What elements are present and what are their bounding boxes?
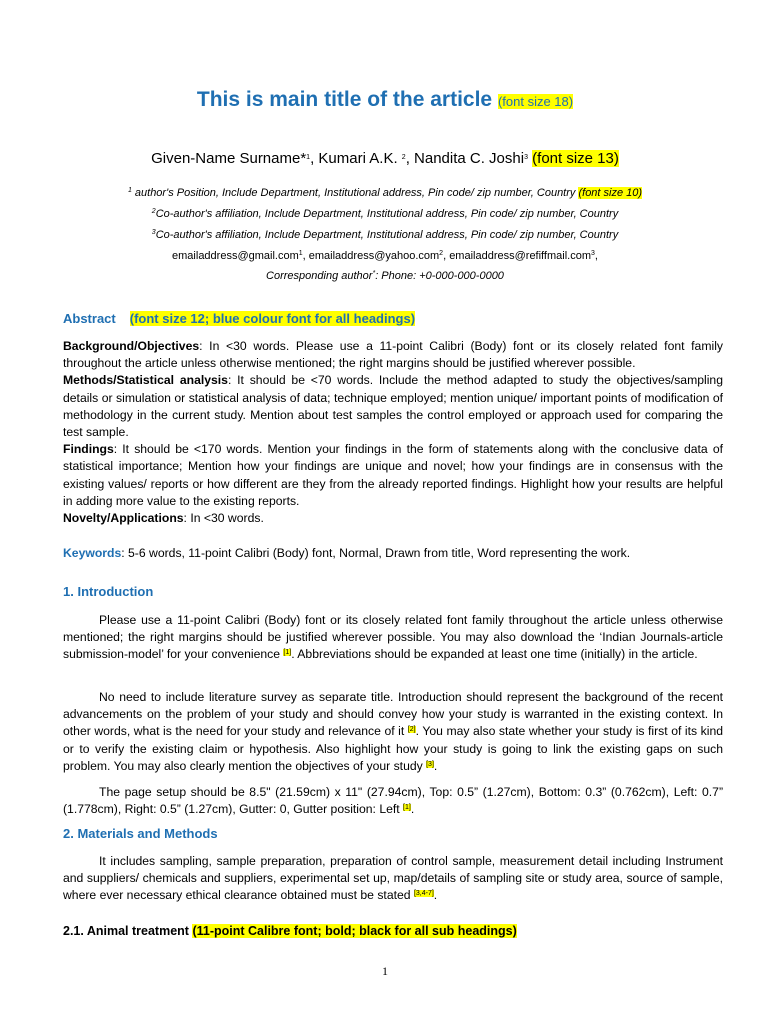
citation-ref: [3] (426, 760, 434, 768)
methods-paragraph-1 (63, 853, 723, 905)
citation-ref: [1] (283, 649, 292, 657)
materials-methods-heading: 2. Materials and Methods (63, 826, 218, 841)
citation-ref: [1] (403, 804, 411, 812)
abstract-heading-label: Abstract (63, 311, 116, 326)
author-3-sup: 3 (524, 154, 528, 161)
author-font-note: (font size 13) (532, 150, 619, 167)
subheading-label: 2.1. Animal treatment (63, 924, 193, 938)
email-1: emailaddress@gmail.com (172, 250, 299, 262)
citation-ref: [3,4-7] (413, 890, 434, 898)
introduction-heading: 1. Introduction (63, 584, 154, 599)
email-2: , emailaddress@yahoo.com (302, 250, 440, 262)
corresponding-sup: * (372, 270, 376, 277)
affiliation-3-sup: 3 (151, 229, 156, 236)
keywords-label: Keywords (63, 546, 122, 560)
methods-p1-text-a: It includes sampling, sample preparation, preparation of control sample, measurement detail including Instrument and suppliers/ chemicals and suppliers, experimental set up, map/details of sampling site or study area, source of sample, where ever necessary ethical clearance obtained must be stated (63, 854, 723, 903)
email-2-sup: 2 (439, 250, 444, 257)
abstract-novelty (63, 510, 723, 527)
email-1-sup: 1 (298, 250, 303, 257)
keywords (63, 545, 723, 562)
author-list (0, 150, 770, 167)
affiliation-1 (0, 187, 770, 199)
abstract-body (63, 338, 723, 527)
affiliation-3 (0, 229, 770, 241)
affiliation-font-note: (font size 10) (578, 187, 643, 199)
affiliation-1-text: author's Position, Include Department, Institutional address, Pin code/ zip number, Country (131, 187, 579, 199)
intro-p3-text-a: The page setup should be 8.5" (21.59cm) x 11" (27.94cm), Top: 0.5” (1.27cm), Bottom: 0.3” (0.762cm), Left: 0.7” (1.778cm), Right: 0.5” (1.27cm), Gutter: 0, Gutter position: Left (63, 785, 723, 817)
title-main: This is main title of the article (196, 88, 493, 111)
intro-p3-text-b: . (410, 802, 415, 817)
novelty-text: : In <30 words. (183, 511, 264, 526)
subheading-note: (11-point Calibre font; bold; black for all sub headings) (192, 924, 517, 938)
author-2-sup: 2 (401, 154, 406, 161)
email-line (0, 250, 770, 262)
abstract-methods (63, 372, 723, 441)
methods-text: : It should be <70 words. Include the method adapted to study the objectives/sampling details or simulation or statistical analysis of data; technique employed; mention unique/ important points of modification of methodology in the current study. Mention about test samples the control employed or approach used for comparing the test sample. (63, 373, 723, 440)
background-text: : In <30 words. Please use a 11-point Calibri (Body) font or its closely related font family throughout the article unless otherwise mentioned; the right margins should be justified wherever possible. (63, 339, 723, 371)
intro-p2-text-a: No need to include literature survey as separate title. Introduction should represent the background of the recent advancements on the problem of your study and should convey how your study is warranted in the existing context. In other words, what is the need for your study and relevance of it (63, 690, 723, 739)
intro-paragraph-3 (63, 784, 723, 818)
intro-p1-text-b: . Abbreviations should be expanded at least one time (initially) in the article. (291, 647, 698, 662)
keywords-text: : 5-6 words, 11-point Calibri (Body) font, Normal, Drawn from title, Word representing the work. (121, 546, 631, 560)
intro-p2-text-b: . You may also state whether your study is first of its kind or to verify the existing claim or hypothesis. Also highlight how your study is going to link the existing gaps on such problem. You may also clearly mention the objectives of your study (63, 724, 723, 773)
corresponding-phone: : Phone: +0-000-000-0000 (375, 270, 504, 282)
citation-ref: [2] (407, 726, 416, 734)
intro-paragraph-2 (63, 689, 723, 775)
methods-label: Methods/Statistical analysis (63, 373, 228, 388)
findings-text: : It should be <170 words. Mention your findings in the form of statements along with the conclusive data of statistical importance; Mention how your findings are unique and novel; how your findings are in consensus with the existing values/ reports or how different are they from the already reported findings. Highlight how your results are helpful in adding more value to the existing reports. (63, 442, 723, 508)
corresponding-author (0, 270, 770, 282)
affiliation-2 (0, 208, 770, 220)
author-1: Given-Name Surname* (151, 150, 307, 167)
abstract-findings (63, 441, 723, 510)
methods-p1-text-b: . (433, 888, 438, 903)
author-3: , Nandita C. Joshi (405, 150, 525, 167)
author-1-sup: 1 (306, 154, 311, 161)
intro-p1-text-a: Please use a 11-point Calibri (Body) font or its closely related font family throughout the article unless otherwise mentioned; the right margins should be justified wherever possible. You may also download the ‘Indian Journals-article submission-model’ for your convenience (63, 613, 723, 662)
affiliation-1-sup: 1 (127, 187, 132, 194)
affiliation-2-sup: 2 (151, 208, 156, 215)
novelty-label: Novelty/Applications (63, 511, 184, 526)
intro-p2-text-c: . (433, 758, 438, 773)
background-label: Background/Objectives (63, 339, 200, 353)
abstract-heading (63, 311, 415, 326)
findings-label: Findings (63, 442, 114, 457)
title-font-note: (font size 18) (497, 94, 574, 109)
corresponding-label: Corresponding author (266, 270, 373, 282)
page-number: 1 (382, 964, 388, 978)
abstract-background (63, 338, 723, 372)
affiliation-3-text: Co-author's affiliation, Include Department, Institutional address, Pin code/ zip number, Country (155, 229, 619, 241)
author-2: , Kumari A.K. (310, 150, 402, 167)
abstract-heading-note: (font size 12; blue colour font for all headings) (129, 311, 416, 326)
email-end: , (594, 250, 598, 262)
intro-paragraph-1 (63, 612, 723, 664)
email-3: , emailaddress@refiffmail.com (443, 250, 591, 262)
animal-treatment-subheading (63, 924, 517, 938)
affiliation-2-text: Co-author's affiliation, Include Department, Institutional address, Pin code/ zip number, Country (155, 208, 619, 220)
email-3-sup: 3 (590, 250, 595, 257)
article-title (0, 88, 770, 112)
